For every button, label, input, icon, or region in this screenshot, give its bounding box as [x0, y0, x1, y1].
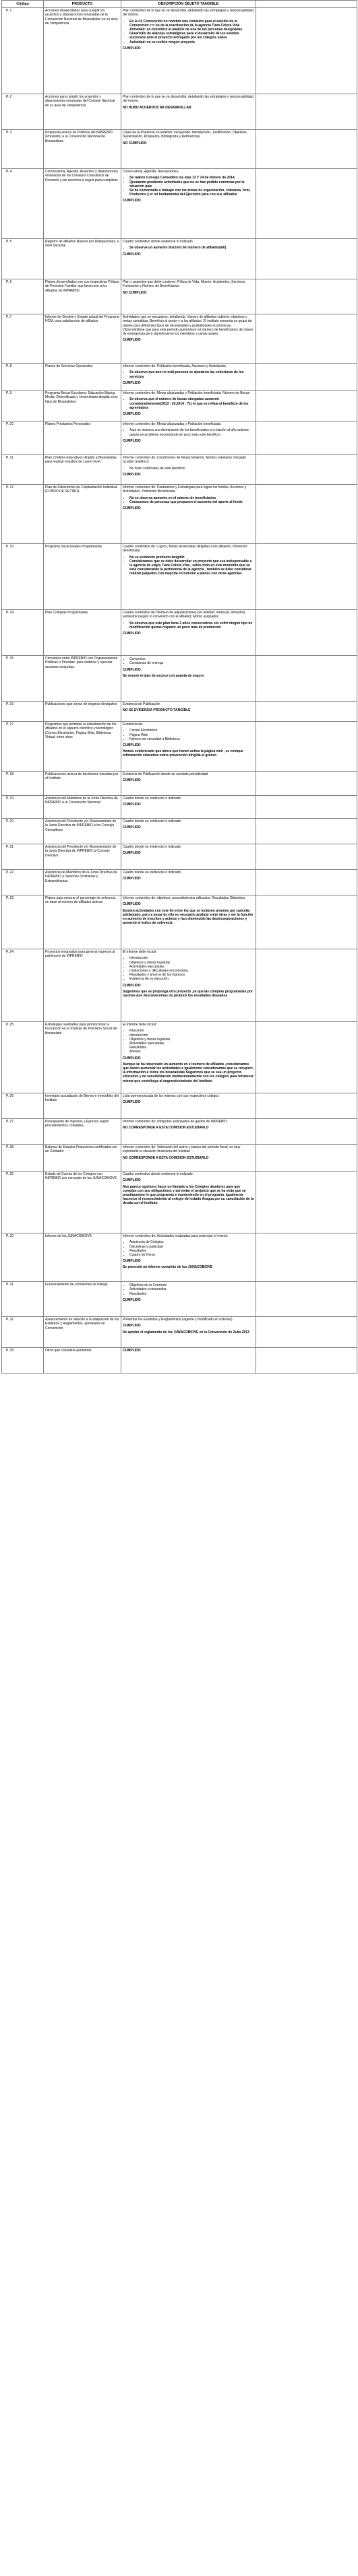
row-observation: [256, 544, 357, 610]
description-bullet: • Anexos: [129, 1050, 254, 1054]
description-intro: El informe debe incluir:: [123, 950, 157, 955]
description-bullet: • Resultados: [129, 1292, 254, 1296]
description-bullet: • Asistencia de Colegios: [129, 1240, 254, 1244]
row-observation: [256, 870, 357, 895]
description-bullet: • Constancia de entrega: [129, 661, 254, 665]
description-bullet: • Actividades a desarrollar: [129, 1287, 254, 1291]
row-observation: [256, 1093, 357, 1119]
description-intro: Cuadro contentivo donde evidencie lo indicado: [123, 1172, 193, 1177]
row-observation: [256, 1145, 357, 1172]
row-description: [121, 722, 256, 772]
row-description: [121, 702, 256, 722]
products-table: [1, 0, 357, 1374]
description-intro: Informe contentivo de: cómputos anticipados de gastos de INPREBIO.: [123, 1120, 228, 1124]
row-code: P. 14: [2, 610, 44, 656]
table-row: [2, 314, 357, 364]
row-code: P. 25: [2, 1022, 44, 1093]
table-row: [2, 8, 357, 94]
row-description: [121, 1022, 256, 1093]
status-label: CUMPLIDO: [123, 380, 141, 385]
row-observation: [256, 94, 357, 130]
description-intro: Cuadro donde se evidencie lo indicado: [123, 871, 181, 875]
status-label: CUMPLIDO: [123, 1100, 141, 1105]
description-bullet: • Actividades ejecutadas: [129, 1042, 254, 1046]
table-row: [2, 94, 357, 130]
status-label: NO CUMPLIDO: [123, 141, 147, 145]
row-observation: [256, 239, 357, 279]
row-code: P. 29: [2, 1172, 44, 1233]
description-list: [123, 1029, 254, 1054]
description-intro: Informe contentivo de: Metas alcanzadas y Población beneficiada. Número de Becas: [123, 391, 250, 396]
description-bullet: • Aquí se observa una disminución de los beneficiados en relación al año anterior, quizás es problema encontrando en poco más este beneficio: [129, 428, 254, 436]
row-description: [121, 1348, 256, 1374]
row-product: Acciones para cumplir los acuerdos y disposiciones emanadas del Consejo Nacional en su área de competencia: [44, 94, 121, 130]
row-description: [121, 895, 256, 949]
row-observation: [256, 949, 357, 1022]
table-row: [2, 949, 357, 1022]
status-label: CUMPLIDO: [123, 1297, 141, 1302]
row-product: Inventario actualizado de Bienes e Inmuebles del Instituto: [44, 1093, 121, 1119]
row-code: P. 19: [2, 796, 44, 819]
row-code: P. 11: [2, 455, 44, 485]
description-intro: Cuadro donde se evidencie lo indicado: [123, 796, 181, 801]
description-list: [123, 496, 254, 504]
description-bullet: • No hubo solicitudes de este beneficio: [129, 467, 254, 471]
description-intro: Informe contentivo de: Actividades realizadas para potenciar el evento.: [123, 1234, 229, 1239]
row-code: P. 22: [2, 870, 44, 895]
description-intro: Plan y aspectos que debe contener: Póliza de Vida, Muerte, Accidentes, Servicios Funerarios y Número de Beneficiarios: [123, 280, 245, 289]
row-product: Acciones desarrolladas para cumplir los acuerdos y disposiciones emanadas de la Convención Nacional de Bioanalistas en su área de competencia: [44, 8, 121, 94]
row-code: P. 10: [2, 421, 44, 455]
row-description: [121, 772, 256, 796]
row-description: [121, 1119, 256, 1145]
row-description: [121, 1282, 256, 1317]
table-row: [2, 1093, 357, 1119]
description-bullet: • Limitaciones y dificultades encontradas: [129, 969, 254, 973]
description-bullet: • Disciplinas a participar: [129, 1245, 254, 1249]
row-code: P. 18: [2, 772, 44, 796]
row-observation: [256, 169, 357, 239]
row-description: [121, 1233, 256, 1282]
table-row: [2, 239, 357, 279]
row-description: [121, 8, 256, 94]
row-product: Asesoramiento en relación a la adaptación de los Estatutos y Reglamentos, aprobados en Convención: [44, 1317, 121, 1348]
description-intro: Plan contentivo de lo que se va desarrollar, detallando las estrategias y responsabilidad del mismo.: [123, 95, 254, 104]
row-product: Registro de afiliados Nuevos por Delegaciones, a nivel nacional: [44, 239, 121, 279]
table-row: [2, 391, 357, 421]
description-note: Sugerimos que se proponga otro proyecto ,ya que las compras programadas por razones que desconocemos no produce los resultados deseados: [123, 989, 253, 998]
description-intro: Evidencia de Publicación donde se constate periodicidad: [123, 772, 208, 777]
status-label: CUMPLIDO: [123, 1056, 141, 1060]
table-row: [2, 844, 357, 870]
status-label: NO CORRESPONDE A ESTA COMISION ESTUDIARLO: [123, 1155, 209, 1160]
table-row: [2, 819, 357, 844]
description-intro: Informe contentivo de: objetivos, procedimientos utilizados. Resultados Obtenidos: [123, 896, 245, 901]
description-list: [123, 370, 254, 378]
status-label: CUMPLIDO: [123, 1324, 141, 1328]
row-observation: [256, 391, 357, 421]
row-observation: [256, 772, 357, 796]
row-description: [121, 870, 256, 895]
status-label: CUMPLIDO.: [123, 667, 142, 672]
row-product: Estrategias realizadas para promocionar la Inscripción en el Instituto de Previsión Social del Bioanalista: [44, 1022, 121, 1093]
row-observation: [256, 702, 357, 722]
row-observation: [256, 364, 357, 391]
table-row: [2, 544, 357, 610]
table-row: [2, 656, 357, 702]
description-intro: Actividades que se ejecutaron, detallando: número de afiliados cubierto, objetivos y metas cumplidas, Beneficio al sector y a los afiliados. El instituto presenta un grupo de planes para diferentes tipos de necesidades y posibilidades económicas. Observándose que para este período aumentaron el número de beneficiarios de claves de emergencia pero disminuyeron los miembros y cartas avales: [123, 315, 253, 337]
row-description: [121, 94, 256, 130]
description-bullet: • Resultados: [129, 1249, 254, 1253]
description-note: Se presentó un informe completo de los JUNACOBIOVE: [123, 1265, 213, 1270]
description-note: Se aprobó el reglamento de los JUNACOBIOVE en la Convención de Zulia 2013: [123, 1330, 249, 1334]
row-code: P. 33: [2, 1348, 44, 1374]
status-label: CUMPLIDO: [123, 851, 141, 856]
row-code: P. 4: [2, 169, 44, 239]
description-list: [123, 657, 254, 665]
row-product: Asistencia del Presidente y/o Representante de la Junta Directiva de INPREBIO a los Consejo Consultivos: [44, 819, 121, 844]
description-list: [123, 428, 254, 436]
status-label: CUMPLIDO: [123, 438, 141, 443]
table-header-row: [2, 1, 357, 8]
description-intro: Cuadro donde se evidencie lo indicado: [123, 845, 181, 850]
row-product: Programa Vacacionales Programadas: [44, 544, 121, 610]
row-code: P. 8: [2, 364, 44, 391]
status-label: NO CUMPLIDO: [123, 290, 147, 295]
description-list: [123, 728, 254, 741]
description-intro: Plan contentivo de lo que se va desarrollar, detallando las estrategias y responsabilidad del mismo.: [123, 9, 254, 18]
row-observation: [256, 421, 357, 455]
row-observation: [256, 1119, 357, 1145]
row-observation: [256, 722, 357, 772]
row-description: [121, 130, 256, 169]
row-observation: [256, 844, 357, 870]
description-list: [123, 956, 254, 981]
description-list: [123, 397, 254, 410]
status-label: CUMPLIDO: [123, 778, 141, 783]
table-row: [2, 722, 357, 772]
table-row: [2, 1119, 357, 1145]
row-observation: [256, 1172, 357, 1233]
description-bullet: • En la LII Convención no nombró una comisión para el estudio de la Convención c n no de la reactivación de la agencia Tiara Colora Vida Actividad: se consideró al análisis de una de las personas designadas: [129, 20, 254, 32]
description-bullet: • Quedando pendiente actividades que no se han podido concretar por la situación país: [129, 180, 254, 189]
row-code: P. 24: [2, 949, 44, 1022]
row-code: P. 30: [2, 1233, 44, 1282]
table-row: [2, 421, 357, 455]
row-code: P. 9: [2, 391, 44, 421]
row-product: Funcionamiento de comisiones de trabajo: [44, 1282, 121, 1317]
row-description: [121, 796, 256, 819]
row-description: [121, 391, 256, 421]
description-list: [123, 20, 254, 44]
table-body: [2, 8, 357, 1374]
row-product: Balance de Estados Financieros certificados por un Contador: [44, 1145, 121, 1172]
description-intro: Convocatoria, Agenda, Resoluciones,: [123, 170, 179, 174]
description-note: Nos parece oportuno hacer un llamado a los Colegios deudores para que cumplan con sus obligaciones y así evitar el perjuicio que se ha visto que se practiquemos lo que programas e manteniendo en el programa. Igualmente hacemos el reconocimiento al colegio del estado Aragua por su cancelación de la deuda con el instituto: [123, 1184, 254, 1206]
table-row: [2, 1233, 357, 1282]
row-product: Asistencia del Miembros de la Junta Directiva de INPREBIO a la Convención Nacional: [44, 796, 121, 819]
status-label: CUMPLIDO: [123, 1349, 141, 1353]
status-label: CUMPLIDO: [123, 472, 141, 477]
row-product: Planes Préstamos Personales: [44, 421, 121, 455]
header-producto: PRODUCTO: [44, 1, 121, 8]
row-description: [121, 610, 256, 656]
description-bullet: • Resultados: [129, 1046, 254, 1050]
description-intro: Presentar los Estatutos y Reglamentos (vigente y modificado en extenso).: [123, 1318, 233, 1322]
description-intro: Informe contentivo de: Valoración del activo y pasivo del período fiscal, es muy importante la situación financiera del Instituto: [123, 1145, 241, 1154]
description-bullet: • Convenios: [129, 657, 254, 661]
header-codigo: Código: [2, 1, 44, 8]
row-product: Planes para mejorar el porcentaje de solvencia en base al número de afiliados activos: [44, 895, 121, 949]
row-product: Plan Créditos Educativos dirigido a Bioanalistas para realizar estudios de cuarto nivel.: [44, 455, 121, 485]
description-bullet: • Conocemos de personas que propusen el aumento del aporte al fondo: [129, 500, 254, 504]
row-observation: [256, 8, 357, 94]
description-bullet: • Introducción: [129, 1033, 254, 1038]
description-intro: Informe contentivo de: Población beneficiada, Acciones y Actividades: [123, 364, 227, 369]
table-row: [2, 702, 357, 722]
description-bullet: • Página Web: [129, 733, 254, 737]
table-row: [2, 130, 357, 169]
header-observaciones: [256, 1, 357, 8]
description-intro: Evidencia de:: [123, 722, 144, 727]
row-product: Otros que considere pertinente: [44, 1348, 121, 1374]
description-bullet: • Actividades ejecutadas: [129, 965, 254, 969]
description-bullet: • Desarrollo de alianzas estratégicas para el desarrollo de los eventos sucesivos ante el proyecto entregado por los colegios sedes: [129, 32, 254, 40]
row-product: Programa Becas Escolares: Educación Básica, Media, Diversificada y Universitaria dirigida a los hijos de Bioanalistas: [44, 391, 121, 421]
description-bullet: • Se observa que el número de becas otorgadas aumentó considerablemente(2013 : 20,2014 : 71) lo que se refleja el beneficio de los agremiados: [129, 397, 254, 410]
description-bullet: • Correo Electrónico: [129, 728, 254, 733]
description-bullet: • Objetivos de la Comisión: [129, 1283, 254, 1287]
row-description: [121, 844, 256, 870]
row-product: Publicaciones que sirvan de órganos divulgativo: [44, 702, 121, 722]
row-product: Presupuesto de Ingresos y Egresos según procedimientos contables.: [44, 1119, 121, 1145]
table-row: [2, 1348, 357, 1374]
description-bullet: • Actividad: no se recibió ningún proyecto: [129, 40, 254, 44]
table-row: [2, 1145, 357, 1172]
row-product: Planes de Servicios Opcionales: [44, 364, 121, 391]
row-product: Propuesta acerca de Políticas del INPREBIO (Previsión) a la Convención Nacional de Bioanalistas: [44, 130, 121, 169]
row-observation: [256, 796, 357, 819]
status-label: CUMPLIDO: [123, 199, 141, 203]
status-label: CUMPLIDO: [123, 877, 141, 881]
row-description: [121, 1172, 256, 1233]
row-code: P. 5: [2, 239, 44, 279]
table-row: [2, 772, 357, 796]
status-label: CUMPLIDO: [123, 743, 141, 748]
row-product: Informe de Gestión y Estado actual del Programa HCM, para satisfacción de afiliados: [44, 314, 121, 364]
row-code: P. 21: [2, 844, 44, 870]
status-label: NO HUBO ACUERDOS NA DESARROLLAR: [123, 105, 191, 110]
row-product: Asistencia de Miembros de la Junta Directiva de INPREBIO a Sesiones Ordinarias y Extraordinarias: [44, 870, 121, 895]
description-note: Hemos evidenciado que ahora que tienen activa la página web , se coloque información educativa sobre prevención dirigida al gremio: [123, 749, 243, 758]
table-row: [2, 610, 357, 656]
row-product: Planes desarrollados con sus respectivas Pólizas de Previsión Familiar que favorecen a los afiliados de INPREBIO.: [44, 279, 121, 314]
table-row: [2, 279, 357, 314]
status-label: NO CORRESPONDE A ESTA COMISION ESTUDIARLO: [123, 1126, 209, 1130]
table-row: [2, 870, 357, 895]
row-observation: [256, 130, 357, 169]
row-description: [121, 1317, 256, 1348]
description-list: [123, 467, 254, 471]
description-bullet: • Evidencia de su ejecución.: [129, 977, 254, 981]
row-observation: [256, 1282, 357, 1317]
row-code: P. 26: [2, 1093, 44, 1119]
row-product: Convocatoria, Agenda, Acuerdos y disposiciones emanadas de los Consejos Consultivos de Previsión y las acciones a seguir para cumplirlas: [44, 169, 121, 239]
row-observation: [256, 610, 357, 656]
description-bullet: • No se observa aumento en el número de beneficiarios: [129, 496, 254, 500]
description-list: [123, 555, 254, 576]
row-observation: [256, 1348, 357, 1374]
table-row: [2, 455, 357, 485]
row-observation: [256, 1022, 357, 1093]
table-row: [2, 796, 357, 819]
row-code: P. 7: [2, 314, 44, 364]
row-observation: [256, 485, 357, 544]
row-description: [121, 279, 256, 314]
status-label: CUMPLIDO: [123, 825, 141, 830]
status-label: NO SE EVIDENCIA PRODUCTO TANGIBLE: [123, 708, 191, 713]
row-product: Estado de Cuenta de los Colegios con INPREBIO por concepto de los JUNACOBIOVE: [44, 1172, 121, 1233]
row-code: P. 2: [2, 94, 44, 130]
status-label: CUMPLIDO: [123, 632, 141, 636]
row-code: P. 17: [2, 722, 44, 772]
description-intro: Informe contentivo de: Parámetros y Estrategias para lograr los fondos, Acciones y Actividades ,Población Beneficiada: [123, 485, 247, 494]
description-bullet: • Se ha comenzado a trabajar con los temas de organización, cobranza, hcm, Productos y el rol fundamental del Ejecutivo para con sus afiliados: [129, 189, 254, 197]
row-observation: [256, 656, 357, 702]
row-observation: [256, 1317, 357, 1348]
row-product: Informe de los JUNACOBIOVE: [44, 1233, 121, 1282]
description-bullet: • Se observo que aun no está persona se ajustaron las coberturas de los servicios: [129, 370, 254, 378]
status-label: CUMPLIDO: [123, 46, 141, 50]
row-code: P. 12: [2, 485, 44, 544]
row-code: P. 28: [2, 1145, 44, 1172]
table-row: [2, 1022, 357, 1093]
description-bullet: • Número de consultas a Biblioteca: [129, 737, 254, 741]
header-descripcion: DESCRIPCION OBJETO TANGIBLE: [121, 1, 256, 8]
row-product: Asistencia del Presidente y/o Representante de la Junta Directiva de INPREBIO al Consejo Directivo: [44, 844, 121, 870]
row-description: [121, 819, 256, 844]
description-intro: Cuadro contentivo de: Número de adjudicaciones por entidad: mensual, trimestral, semestral (según lo convenido con el afiliado); Monto asignados: [123, 611, 246, 619]
status-label: CUMPLIDO: [123, 506, 141, 511]
row-description: [121, 421, 256, 455]
row-product: Proyectos ensayados para generar ingresos al patrimonio de INPREBIO: [44, 949, 121, 1022]
row-description: [121, 364, 256, 391]
description-note: Existen actividades con este fin entre los que se incluyen premios por cancelar adelantado, pero a pesar de ello es necesario analizar entre otras y ver la función en aumento de inscritos y activos y han disminuido las desincorporaciones y aumentó el índice de solvencia: [123, 908, 253, 926]
description-intro: Evidencia de Publicación: [123, 702, 160, 707]
row-code: P. 27: [2, 1119, 44, 1145]
description-bullet: • Se realizo Consejo Consultivo los días 13 Y 14 de febrero de 2014,: [129, 176, 254, 180]
row-code: P. 13: [2, 544, 44, 610]
row-observation: [256, 314, 357, 364]
row-description: [121, 1145, 256, 1172]
table-row: [2, 364, 357, 391]
row-observation: [256, 819, 357, 844]
description-intro: Cuadro contentivo de: Logros, Metas alcanzadas dirigidas a los afiliados. Población beneficiada: [123, 545, 248, 553]
table-row: [2, 895, 357, 949]
status-label: CUMPLIDO: [123, 1178, 141, 1183]
row-description: [121, 239, 256, 279]
table-row: [2, 1172, 357, 1233]
row-observation: [256, 455, 357, 485]
description-list: [123, 1283, 254, 1296]
description-bullet: • Objetivos y metas logradas: [129, 1038, 254, 1042]
row-description: [121, 544, 256, 610]
status-label: CUMPLIDO: [123, 338, 141, 343]
description-intro: Informe contentivo de: Metas alcanzadas y Población beneficiada: [123, 422, 221, 427]
description-intro: Informe contentivo de: Condiciones de Financiamiento, Montos préstamo otorgado (cuadro analítico): [123, 456, 247, 465]
description-bullet: • Objetivos y metas logradas: [129, 961, 254, 965]
row-description: [121, 1093, 256, 1119]
status-label: CUMPLIDO: [123, 1259, 141, 1264]
description-bullet: • Consideramos que se debe desarrollar un proyecto que sea indispensable a la agencia de viajes Tiara Colora Vida , sobre todo en este momento que se está considerando la pertinencia de la agencia , también se debe considerar realizar paquetes con mayoría en turismo a planes con otras agencias: [129, 560, 254, 576]
row-product: Convenios entre INPREBIO con Organizaciones Públicas o Privadas, para elaborar y ejecutar acciones conjuntas.: [44, 656, 121, 702]
status-label: CUMPLIDO: [123, 252, 141, 257]
description-bullet: • Resultados y ahorros de los ingresos: [129, 973, 254, 977]
row-observation: [256, 279, 357, 314]
row-code: P. 31: [2, 1282, 44, 1317]
description-bullet: • Se observa que este plan tiene 2 años consecutivos sin sufrir ningún tipo de modificación quizás requiere un poco más de promoción: [129, 621, 254, 630]
row-product: Plan Compras Programadas: [44, 610, 121, 656]
row-product: Publicaciones acerca de decisiones tomadas por el Instituto.: [44, 772, 121, 796]
table-row: [2, 169, 357, 239]
description-intro: El informe debe incluir:: [123, 1023, 157, 1027]
status-label: CUMPLIDO: [123, 803, 141, 807]
description-intro: Cuadro donde se evidencie lo indicado: [123, 819, 181, 824]
description-list: [123, 176, 254, 197]
description-bullet: • Introducción: [129, 956, 254, 960]
row-description: [121, 949, 256, 1022]
row-code: P. 3: [2, 130, 44, 169]
table-row: [2, 1317, 357, 1348]
row-description: [121, 169, 256, 239]
status-label: CUMPLIDO: [123, 902, 141, 907]
row-description: [121, 455, 256, 485]
description-bullet: • Resumen: [129, 1029, 254, 1033]
row-code: P. 32: [2, 1317, 44, 1348]
description-note: Se renovó el plan de exceso con quanta de seguro: [123, 673, 204, 678]
row-code: P. 1: [2, 8, 44, 94]
status-label: CUMPLIDO: [123, 412, 141, 417]
description-list: [123, 246, 254, 250]
row-product: Plan de Fideicomiso de Capitalización Individual (FONDO DE RETIRO).: [44, 485, 121, 544]
description-bullet: • No se evidencio producto tangible: [129, 555, 254, 560]
description-intro: Cuadro contentivo donde evidencie lo indicado: [123, 240, 193, 244]
row-code: P. 15: [2, 656, 44, 702]
table-row: [2, 485, 357, 544]
row-description: [121, 485, 256, 544]
table-row: [2, 1282, 357, 1317]
description-intro: Lista pormenorizada de los mismos con sus respectivos códigos: [123, 1094, 219, 1099]
description-intro: Copia de la Ponencia en extenso: incluyendo: Introducción, Justificación, Objetivos, Sustentación, Propuesta, Bibliografía y Referencias.: [123, 131, 248, 139]
row-description: [121, 314, 256, 364]
description-list: [123, 621, 254, 630]
status-label: CUMPLIDO: [123, 983, 141, 988]
row-code: P. 20: [2, 819, 44, 844]
row-product: Programas que permitan la actualización de los afiliados en el aspecto científico y tecnológico (Correo Electrónico, Página Web, Biblioteca Virtual, entre otros: [44, 722, 121, 772]
row-code: P. 6: [2, 279, 44, 314]
row-description: [121, 656, 256, 702]
row-observation: [256, 1233, 357, 1282]
description-bullet: • Se observa un aumento discreto del número de afiliados(60): [129, 246, 254, 250]
description-list: [123, 1240, 254, 1257]
description-bullet: • Cuadro de Honor: [129, 1253, 254, 1257]
row-code: P. 23: [2, 895, 44, 949]
description-note: Aunque se ha observado un aumento en el número de afiliados ,consideramos que deben aumentar las actividades e igualmente consideramos que se recupere la información a todos los bioanalistas Sugerimos que se sea un proyecto educativo y de sensibilización institucionalmente con los colegios para fortalecer misma que contribuya al engrandecimiento del instituto: [123, 1062, 253, 1083]
row-observation: [256, 895, 357, 949]
row-code: P. 16: [2, 702, 44, 722]
